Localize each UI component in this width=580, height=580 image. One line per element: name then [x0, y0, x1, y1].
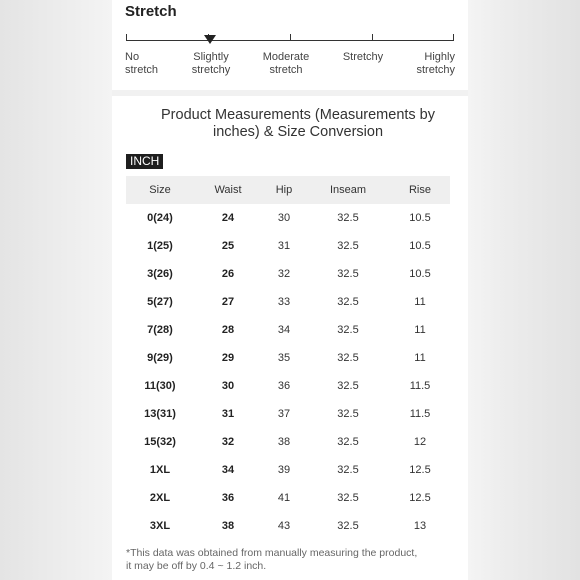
- stretch-indicator-icon: [204, 35, 216, 44]
- table-cell: 32.5: [337, 436, 359, 448]
- table-row: [126, 400, 450, 428]
- unit-badge: INCH: [126, 154, 163, 169]
- table-cell: 39: [277, 464, 291, 476]
- table-cell: 13: [413, 520, 427, 532]
- table-cell: 32.5: [337, 464, 359, 476]
- table-cell: 32.5: [337, 240, 359, 252]
- table-cell: 32.5: [337, 268, 359, 280]
- table-cell: 43: [277, 520, 291, 532]
- column-header: Size: [126, 176, 194, 204]
- table-cell: 12.5: [409, 464, 431, 476]
- table-row: [126, 372, 450, 400]
- table-cell: 2XL: [149, 492, 171, 504]
- table-row: [126, 456, 450, 484]
- table-cell: 38: [221, 520, 235, 532]
- table-cell: 12: [413, 436, 427, 448]
- stretch-level-label: Moderate stretch: [262, 51, 310, 76]
- measurements-title: Product Measurements (Measurements by inches) & Size Conversion: [161, 107, 435, 140]
- table-cell: 32.5: [337, 520, 359, 532]
- table-row: [126, 288, 450, 316]
- measurement-footnote: *This data was obtained from manually measuring the product, it may be off by 0.4 ~ 1.2 inch.: [126, 547, 418, 572]
- table-cell: 32.5: [337, 212, 359, 224]
- stretch-scale: [126, 34, 454, 46]
- table-row: [126, 512, 450, 540]
- table-cell: 30: [277, 212, 291, 224]
- table-cell: 11.5: [409, 408, 431, 420]
- table-cell: 34: [277, 324, 291, 336]
- table-cell: 33: [277, 296, 291, 308]
- scale-tick: [372, 34, 373, 41]
- table-cell: 9(29): [147, 352, 173, 364]
- table-cell: 24: [221, 212, 235, 224]
- table-cell: 32.5: [337, 324, 359, 336]
- table-row: [126, 260, 450, 288]
- table-row: [126, 428, 450, 456]
- table-cell: 1XL: [149, 464, 171, 476]
- table-cell: 38: [277, 436, 291, 448]
- table-cell: 31: [221, 408, 235, 420]
- table-cell: 32.5: [337, 380, 359, 392]
- background-left: [0, 0, 112, 580]
- table-cell: 25: [221, 240, 235, 252]
- size-table: [126, 176, 450, 540]
- table-cell: 36: [277, 380, 291, 392]
- table-header-row: [126, 176, 450, 204]
- table-cell: 11.5: [409, 380, 431, 392]
- scale-tick: [126, 34, 127, 41]
- table-cell: 37: [277, 408, 291, 420]
- table-cell: 15(32): [144, 436, 176, 448]
- column-header: Rise: [390, 176, 450, 204]
- table-cell: 32.5: [337, 296, 359, 308]
- table-cell: 32.5: [337, 492, 359, 504]
- stretch-title: Stretch: [125, 3, 177, 20]
- scale-tick: [290, 34, 291, 41]
- column-header: Hip: [262, 176, 306, 204]
- column-header: Inseam: [306, 176, 390, 204]
- column-header: Waist: [194, 176, 262, 204]
- table-cell: 12.5: [409, 492, 431, 504]
- stretch-level-label: Slightly stretchy: [191, 51, 231, 76]
- table-row: [126, 316, 450, 344]
- table-cell: 10.5: [409, 212, 431, 224]
- table-cell: 32: [221, 436, 235, 448]
- table-cell: 31: [277, 240, 291, 252]
- table-cell: 35: [277, 352, 291, 364]
- table-cell: 3(26): [147, 268, 173, 280]
- table-cell: 30: [221, 380, 235, 392]
- table-cell: 10.5: [409, 240, 431, 252]
- table-cell: 11(30): [144, 380, 176, 392]
- table-cell: 3XL: [149, 520, 171, 532]
- table-cell: 32.5: [337, 352, 359, 364]
- table-row: [126, 484, 450, 512]
- table-cell: 11: [414, 352, 426, 364]
- table-cell: 32: [277, 268, 291, 280]
- stretch-level-label: Stretchy: [342, 51, 384, 63]
- table-cell: 41: [277, 492, 291, 504]
- table-cell: 29: [221, 352, 235, 364]
- table-cell: 11: [414, 296, 426, 308]
- table-cell: 7(28): [147, 324, 173, 336]
- table-cell: 10.5: [409, 268, 431, 280]
- table-cell: 34: [221, 464, 235, 476]
- table-cell: 11: [414, 324, 426, 336]
- stretch-level-label: Highly stretchy: [416, 51, 455, 76]
- table-cell: 28: [221, 324, 235, 336]
- table-cell: 32.5: [337, 408, 359, 420]
- table-row: [126, 232, 450, 260]
- table-cell: 5(27): [147, 296, 173, 308]
- table-row: [126, 204, 450, 232]
- scale-tick: [453, 34, 454, 41]
- table-row: [126, 344, 450, 372]
- table-cell: 13(31): [144, 408, 176, 420]
- table-cell: 1(25): [147, 240, 173, 252]
- table-cell: 27: [221, 296, 235, 308]
- stretch-level-label: No stretch: [125, 51, 159, 76]
- table-cell: 0(24): [147, 212, 173, 224]
- background-right: [468, 0, 580, 580]
- table-cell: 36: [221, 492, 235, 504]
- table-cell: 26: [221, 268, 235, 280]
